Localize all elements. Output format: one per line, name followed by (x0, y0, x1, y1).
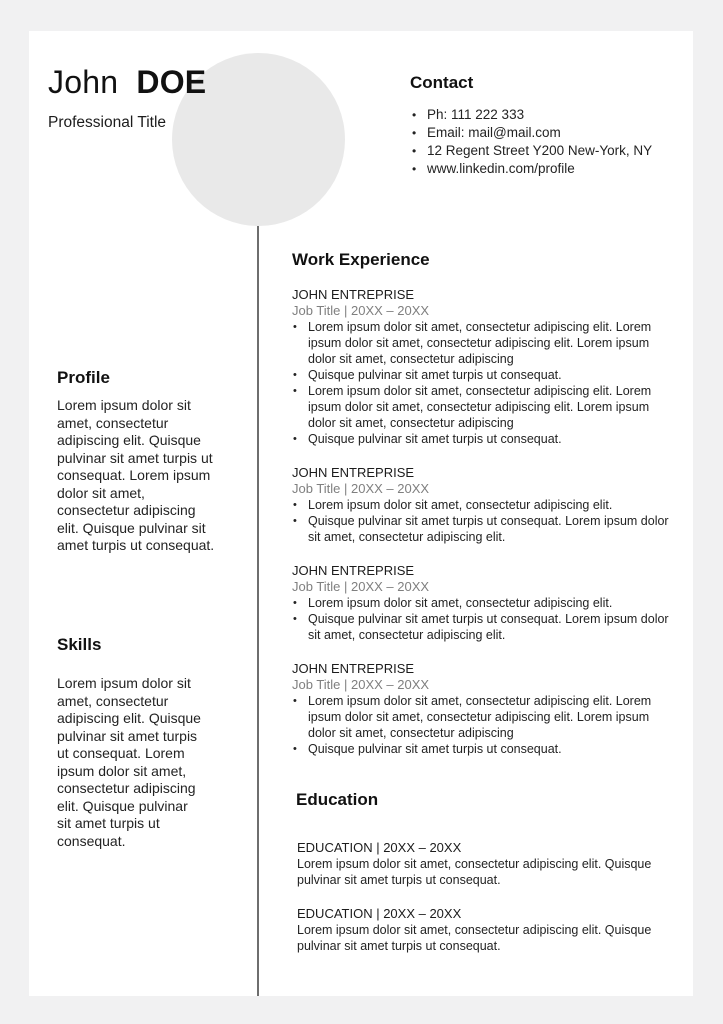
bullet-icon: • (412, 144, 417, 158)
education-entry (297, 906, 678, 954)
bullet-icon: • (293, 695, 297, 707)
job-bullet-list (292, 693, 678, 757)
job-bullet-text: Lorem ipsum dolor sit amet, consectetur adipiscing elit. (308, 498, 613, 512)
skills-heading: Skills (57, 635, 102, 654)
job-title-dates: Job Title | 20XX – 20XX (292, 481, 430, 496)
bullet-icon: • (293, 433, 297, 445)
professional-title: Professional Title (48, 114, 167, 131)
job-bullet-list (292, 319, 678, 447)
job-bullet-text: Quisque pulvinar sit amet turpis ut consequat. (308, 368, 562, 382)
education-heading: Education (296, 790, 379, 809)
column-divider (257, 223, 259, 996)
job-bullet-text: Lorem ipsum dolor sit amet, consectetur adipiscing elit. Lorem ipsum dolor sit amet, consectetur adipiscing elit. Lorem ipsum dolor sit amet, consectetur adipiscing (308, 384, 652, 430)
contact-heading: Contact (410, 73, 474, 92)
bullet-icon: • (412, 108, 417, 122)
job-entry (292, 287, 678, 447)
job-title-dates: Job Title | 20XX – 20XX (292, 579, 430, 594)
contact-item-label: Email: mail@mail.com (427, 125, 561, 140)
job-bullet (292, 497, 678, 513)
bullet-icon: • (293, 499, 297, 511)
profile-heading: Profile (57, 368, 110, 387)
contact-item-linkedin (410, 160, 688, 178)
job-bullet-list (292, 497, 678, 545)
skills-text: Lorem ipsum dolor sit amet, consectetur adipiscing elit. Quisque pulvinar sit amet turpis ut consequat. Lorem ipsum dolor sit amet, consectetur adipiscing elit. Quisque pulvinar sit amet turpis ut consequat. (57, 675, 201, 849)
candidate-last-name: DOE (136, 64, 207, 100)
job-bullet (292, 741, 678, 757)
resume-sheet (29, 31, 693, 996)
contact-item-email (410, 124, 688, 142)
education-entry (297, 840, 678, 888)
bullet-icon: • (293, 321, 297, 333)
job-bullet (292, 431, 678, 447)
education-title-dates: EDUCATION | 20XX – 20XX (297, 906, 462, 921)
bullet-icon: • (293, 597, 297, 609)
education-title-dates: EDUCATION | 20XX – 20XX (297, 840, 462, 855)
profile-text: Lorem ipsum dolor sit amet, consectetur adipiscing elit. Quisque pulvinar sit amet turpis ut consequat. Lorem ipsum dolor sit amet, consectetur adipiscing elit. Quisque pulvinar sit amet turpis ut consequat. (57, 397, 215, 553)
job-company: JOHN ENTREPRISE (292, 465, 415, 480)
job-bullet (292, 513, 678, 545)
job-bullet (292, 319, 678, 367)
job-company: JOHN ENTREPRISE (292, 661, 415, 676)
job-title-dates: Job Title | 20XX – 20XX (292, 677, 430, 692)
job-bullet-text: Quisque pulvinar sit amet turpis ut consequat. (308, 742, 562, 756)
job-title-dates: Job Title | 20XX – 20XX (292, 303, 430, 318)
job-bullet-text: Quisque pulvinar sit amet turpis ut consequat. Lorem ipsum dolor sit amet, consectetur adipiscing elit. (308, 514, 669, 544)
contact-item-label: Ph: 111 222 333 (427, 107, 525, 122)
profile-section (57, 368, 242, 555)
contact-section (410, 73, 688, 178)
bullet-icon: • (293, 743, 297, 755)
candidate-first-name: John (48, 64, 119, 100)
job-bullet-list (292, 595, 678, 643)
job-bullet (292, 693, 678, 741)
job-bullet (292, 595, 678, 611)
job-bullet-text: Lorem ipsum dolor sit amet, consectetur adipiscing elit. Lorem ipsum dolor sit amet, consectetur adipiscing elit. Lorem ipsum dolor sit amet, consectetur adipiscing (308, 694, 652, 740)
bullet-icon: • (412, 162, 417, 176)
bullet-icon: • (293, 515, 297, 527)
skills-section (57, 635, 242, 850)
job-bullet-text: Quisque pulvinar sit amet turpis ut consequat. Lorem ipsum dolor sit amet, consectetur adipiscing elit. (308, 612, 669, 642)
job-bullet (292, 611, 678, 643)
job-bullet-text: Lorem ipsum dolor sit amet, consectetur adipiscing elit. (308, 596, 613, 610)
education-description: Lorem ipsum dolor sit amet, consectetur adipiscing elit. Quisque pulvinar sit amet turpis ut consequat. (297, 923, 652, 953)
main-column (292, 250, 678, 972)
job-entry (292, 661, 678, 757)
bullet-icon: • (293, 369, 297, 381)
job-company: JOHN ENTREPRISE (292, 563, 415, 578)
contact-item-label: 12 Regent Street Y200 New-York, NY (427, 143, 653, 158)
job-entry (292, 465, 678, 545)
bullet-icon: • (412, 126, 417, 140)
bullet-icon: • (293, 385, 297, 397)
candidate-name (48, 64, 206, 101)
job-entry (292, 563, 678, 643)
work-experience-heading: Work Experience (292, 250, 430, 269)
education-description: Lorem ipsum dolor sit amet, consectetur adipiscing elit. Quisque pulvinar sit amet turpis ut consequat. (297, 857, 652, 887)
job-bullet (292, 383, 678, 431)
bullet-icon: • (293, 613, 297, 625)
job-bullet-text: Quisque pulvinar sit amet turpis ut consequat. (308, 432, 562, 446)
job-bullet (292, 367, 678, 383)
contact-item-address (410, 142, 688, 160)
job-company: JOHN ENTREPRISE (292, 287, 415, 302)
contact-item-phone (410, 106, 688, 124)
job-bullet-text: Lorem ipsum dolor sit amet, consectetur adipiscing elit. Lorem ipsum dolor sit amet, consectetur adipiscing elit. Lorem ipsum dolor sit amet, consectetur adipiscing (308, 320, 652, 366)
contact-list (410, 106, 688, 178)
contact-item-label: www.linkedin.com/profile (427, 161, 575, 176)
